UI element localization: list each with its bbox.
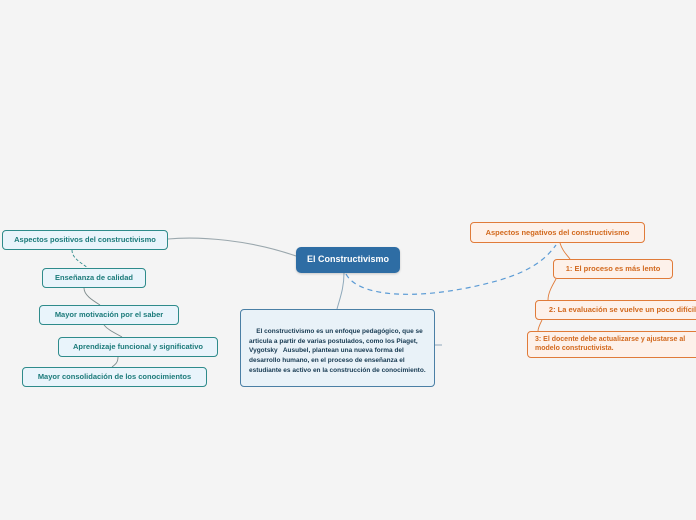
connector-central-note bbox=[337, 273, 344, 309]
definition-note[interactable] bbox=[240, 309, 435, 387]
node-positive-4[interactable] bbox=[22, 367, 207, 387]
node-label: Mayor consolidación de los conocimientos bbox=[37, 372, 192, 382]
node-label: Mayor motivación por el saber bbox=[54, 310, 164, 320]
central-node[interactable] bbox=[296, 247, 400, 273]
connector-pos-3 bbox=[104, 325, 122, 337]
node-negative-3[interactable] bbox=[527, 331, 696, 358]
node-positive-3[interactable] bbox=[58, 337, 218, 357]
connector-pos-2 bbox=[84, 288, 100, 305]
node-label: Aspectos negativos del constructivismo bbox=[485, 227, 630, 237]
connector-central-positive bbox=[168, 238, 296, 256]
node-negative-root[interactable] bbox=[470, 222, 645, 243]
connector-neg-3 bbox=[538, 320, 542, 331]
node-label: 2: La evaluación se vuelve un poco difícil bbox=[548, 305, 696, 315]
definition-note-text: El constructivismo es un enfoque pedagógico, que se articula a partir de varias postulados, como los Piaget, Vygotsky Ausubel, plantean una nueva forma del desarrollo humano, en el proceso de enseñanza el estudiante es activo en la construcción de conocimiento. bbox=[249, 327, 426, 374]
node-negative-2[interactable] bbox=[535, 300, 696, 320]
node-positive-root[interactable] bbox=[2, 230, 168, 250]
connector-neg-2 bbox=[548, 279, 556, 300]
connector-pos-4 bbox=[112, 357, 118, 367]
node-label: Aprendizaje funcional y significativo bbox=[72, 342, 204, 352]
node-positive-2[interactable] bbox=[39, 305, 179, 325]
central-node-label: El Constructivismo bbox=[306, 254, 389, 265]
node-negative-1[interactable] bbox=[553, 259, 673, 279]
connector-pos-1 bbox=[72, 250, 88, 268]
node-label: Enseñanza de calidad bbox=[55, 273, 133, 283]
connector-neg-1 bbox=[560, 243, 570, 259]
node-label: 1: El proceso es más lento bbox=[565, 264, 661, 274]
node-label: Aspectos positivos del constructivismo bbox=[14, 235, 156, 245]
node-label: 3: El docente debe actualizarse y ajustarse al modelo constructivista. bbox=[535, 335, 686, 352]
node-positive-1[interactable] bbox=[42, 268, 146, 288]
